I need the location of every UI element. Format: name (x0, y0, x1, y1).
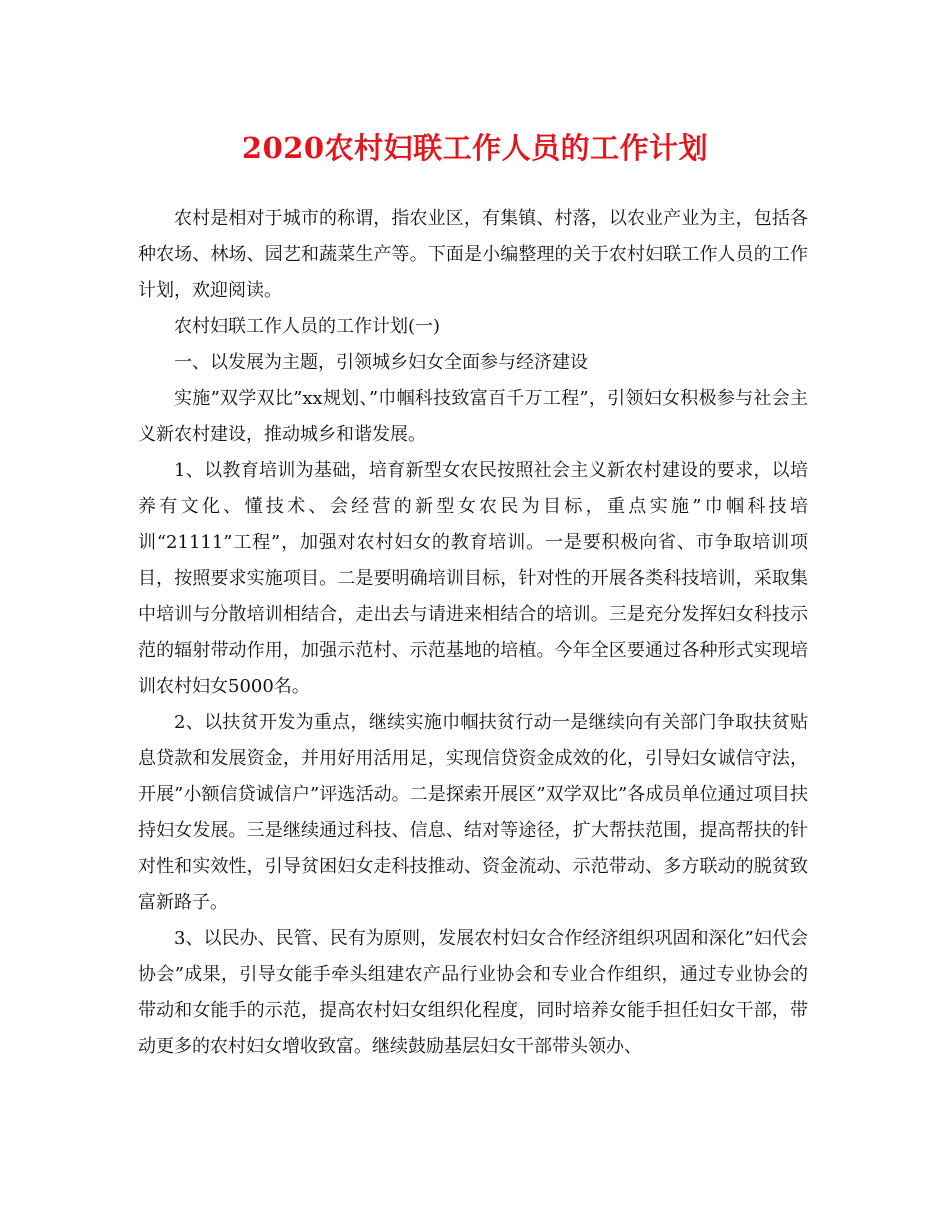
paragraph-item-2: 2、以扶贫开发为重点，继续实施巾帼扶贫行动一是继续向有关部门争取扶贫贴息贷款和发展资金，并用好用活用足，实现信贷资金成效的化，引导妇女诚信守法，开展”小额信贷诚信户”评选活动。二是探索开展区”双学双比”各成员单位通过项目扶持妇女发展。三是继续通过科技、信息、结对等途径，扩大帮扶范围，提高帮扶的针对性和实效性，引导贫困妇女走科技推动、资金流动、示范带动、多方联动的脱贫致富新路子。 (138, 712, 808, 913)
section-heading-development: 一、以发展为主题，引领城乡妇女全面参与经济建设 (174, 352, 588, 373)
paragraph-implementation: 实施”双学双比”xx规划、”巾帼科技致富百千万工程”，引领妇女积极参与社会主义新农村建设，推动城乡和谐发展。 (138, 388, 808, 445)
paragraph-intro: 农村是相对于城市的称谓，指农业区，有集镇、村落，以农业产业为主，包括各种农场、林场、园艺和蔬菜生产等。下面是小编整理的关于农村妇联工作人员的工作计划，欢迎阅读。 (138, 208, 808, 301)
document-body (138, 201, 808, 1065)
paragraph-item-3: 3、以民办、民管、民有为原则，发展农村妇女合作经济组织巩固和深化”妇代会协会”成果，引导女能手牵头组建农产品行业协会和专业合作组织，通过专业协会的带动和女能手的示范，提高农村妇女组织化程度，同时培养女能手担任妇女干部，带动更多的农村妇女增收致富。继续鼓励基层妇女干部带头领办、 (138, 928, 808, 1057)
paragraph-item-1: 1、以教育培训为基础，培育新型女农民按照社会主义新农村建设的要求，以培养有文化、懂技术、会经营的新型女农民为目标，重点实施”巾帼科技培训“21111”工程”，加强对农村妇女的教育培训。一是要积极向省、市争取培训项目，按照要求实施项目。二是要明确培训目标，针对性的开展各类科技培训，采取集中培训与分散培训相结合，走出去与请进来相结合的培训。三是充分发挥妇女科技示范的辐射带动作用，加强示范村、示范基地的培植。今年全区要通过各种形式实现培训农村妇女5000名。 (138, 460, 808, 697)
document-title: 2020农村妇联工作人员的工作计划 (241, 131, 709, 165)
section-heading-plan-one: 农村妇联工作人员的工作计划(一) (174, 316, 441, 337)
